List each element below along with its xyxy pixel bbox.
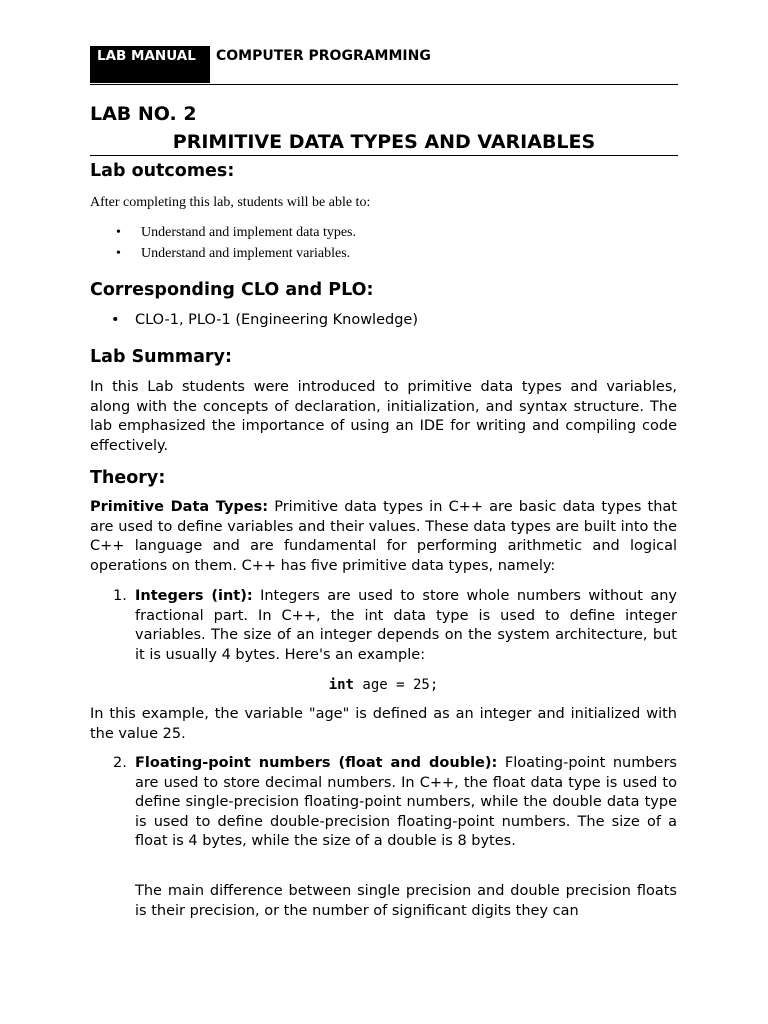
summary-paragraph: In this Lab students were introduced to primitive data types and variables, along with the concepts of declaration, initialization, and syntax structure. The lab emphasized the importance of using an IDE for writing and compiling code effectively. [90, 379, 677, 455]
clo-plo-heading: Corresponding CLO and PLO: [90, 280, 374, 300]
outcomes-intro: After completing this lab, students will be able to: [90, 195, 371, 210]
integers-text: Integers are used to store whole numbers without any fractional part. In C++, the int data type is used to define integer variables. The size of an integer depends on the system architecture, but it is usually 4 bytes. Here's an example: [135, 588, 677, 663]
floating-point-label: Floating-point numbers (float and double): [135, 755, 498, 771]
after-code-paragraph: In this example, the variable "age" is defined as an integer and initialized with the value 25. [90, 706, 677, 742]
course-title: COMPUTER PROGRAMMING [216, 48, 431, 64]
clo-plo-list [90, 309, 418, 331]
lab-manual-label: LAB MANUAL [90, 46, 210, 83]
page-title: PRIMITIVE DATA TYPES AND VARIABLES [90, 130, 678, 156]
code-keyword: int [328, 677, 354, 693]
precision-paragraph: The main difference between single precision and double precision floats is their precision, or the number of significant digits they can [135, 883, 677, 919]
theory-heading: Theory: [90, 468, 166, 488]
outcomes-list [90, 222, 356, 264]
list-item-integers [113, 587, 677, 665]
code-rest: age = 25; [354, 677, 439, 693]
item-number: 2. [113, 755, 127, 771]
list-item: • CLO-1, PLO-1 (Engineering Knowledge) [90, 309, 418, 331]
primitive-types-label: Primitive Data Types: [90, 499, 269, 515]
floating-point-text: Floating-point numbers are used to store decimal numbers. In C++, the float data type is used to define single-precision floating-point numbers, while the double data type is used to define double-precision floating-point numbers. The size of a float is 4 bytes, while the size of a double is 8 bytes. [135, 755, 677, 849]
primitive-types-text: Primitive data types in C++ are basic data types that are used to define variables and their values. These data types are built into the C++ language and are fundamental for performing arithmetic and logical operations on them. C++ has five primitive data types, namely: [90, 499, 677, 575]
list-item: • Understand and implement data types. [90, 222, 356, 243]
integers-label: Integers (int): [135, 588, 253, 604]
lab-number: LAB NO. 2 [90, 103, 197, 125]
code-example [90, 675, 677, 695]
item-number: 1. [113, 588, 127, 604]
list-item-floating-point [113, 754, 677, 852]
summary-heading: Lab Summary: [90, 347, 232, 367]
page-header [90, 46, 678, 85]
primitive-types-paragraph [90, 498, 677, 577]
outcomes-heading: Lab outcomes: [90, 161, 235, 181]
list-item: • Understand and implement variables. [90, 243, 356, 264]
